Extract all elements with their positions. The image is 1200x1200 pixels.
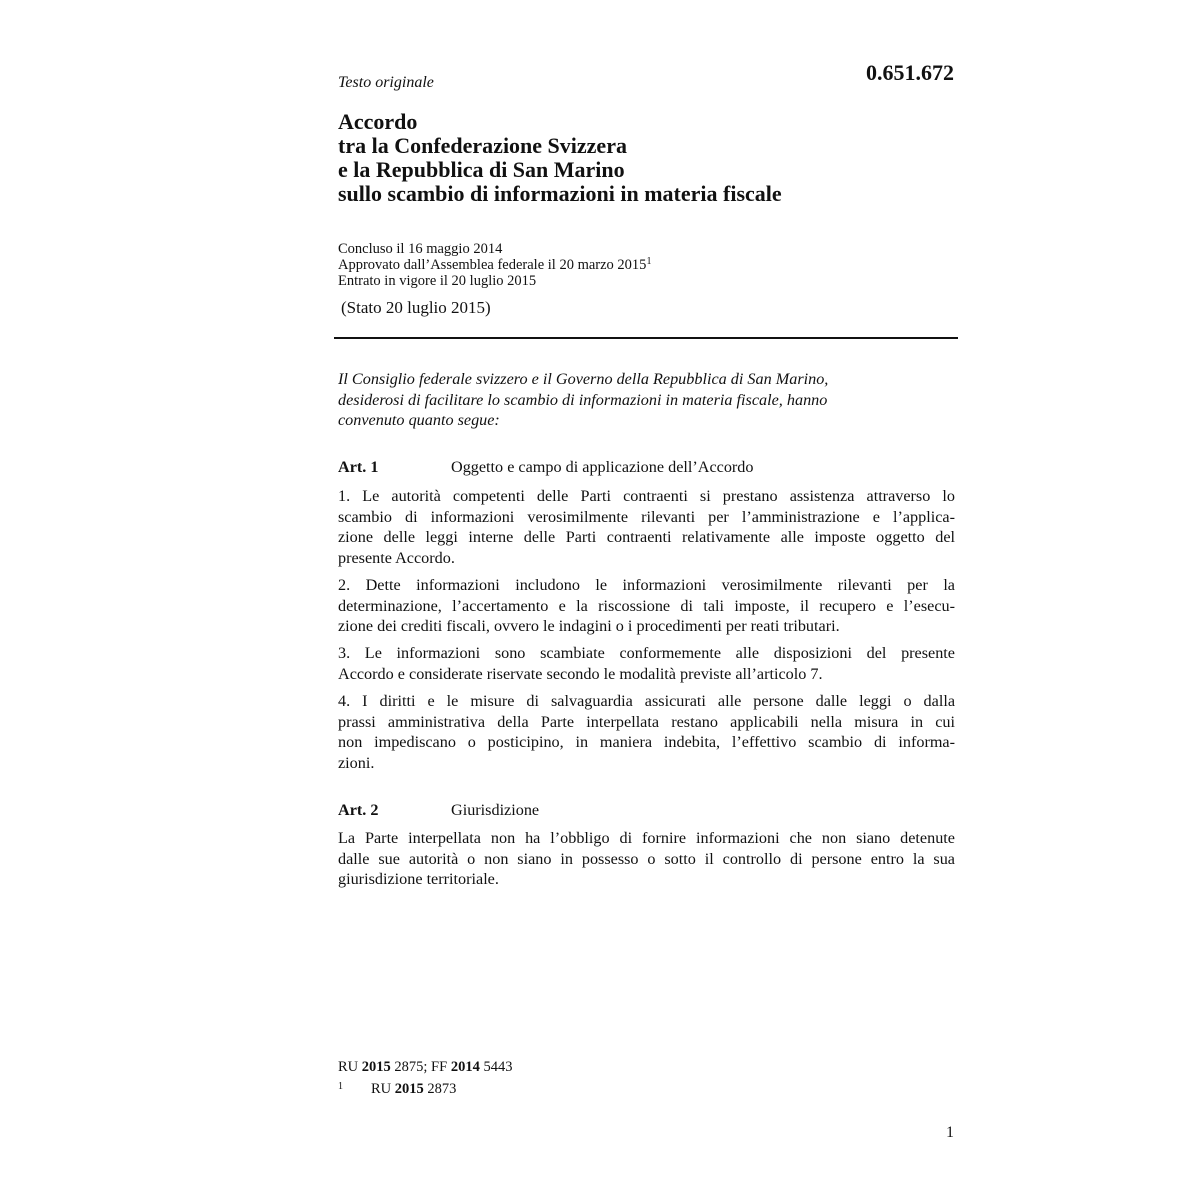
article-1-paragraph-3 bbox=[338, 643, 955, 684]
paragraph-line: giurisdizione territoriale. bbox=[338, 870, 499, 888]
original-text-label: Testo originale bbox=[338, 74, 434, 91]
paragraph-line: 3. Le informazioni sono scambiate conformemente alle disposizioni del presente bbox=[338, 644, 955, 662]
article-number: Art. 1 bbox=[338, 458, 379, 476]
paragraph-line: zione delle leggi interne delle Parti contraenti relativamente alle imposte oggetto del bbox=[338, 528, 955, 546]
concluded-date: Concluso il 16 maggio 2014 bbox=[338, 241, 503, 257]
paragraph-line: non impediscano o posticipino, in maniera indebita, l’effettivo scambio di informa- bbox=[338, 733, 955, 751]
footnote-year: 2014 bbox=[450, 1059, 480, 1075]
footnote-text: RU bbox=[338, 1059, 362, 1075]
approved-date bbox=[338, 257, 958, 273]
status-date: (Stato 20 luglio 2015) bbox=[341, 298, 491, 317]
article-2-heading bbox=[338, 800, 958, 820]
paragraph-line: 4. I diritti e le misure di salvaguardia assicurati alle persone dalle leggi o dalla bbox=[338, 692, 955, 710]
article-1-heading bbox=[338, 457, 958, 477]
footnote-year: 2015 bbox=[361, 1059, 391, 1075]
paragraph-line: Accordo e considerate riservate secondo le modalità previste all’articolo 7. bbox=[338, 664, 823, 683]
footnote-1 bbox=[338, 1077, 512, 1099]
title-line: tra la Confederazione Svizzera bbox=[338, 133, 627, 158]
title-line: Accordo bbox=[338, 109, 418, 134]
paragraph-line: presente Accordo. bbox=[338, 548, 455, 567]
footnote-year: 2015 bbox=[394, 1081, 424, 1097]
document-title bbox=[338, 110, 958, 206]
paragraph-line: La Parte interpellata non ha l’obbligo di fornire informazioni che non siano detenute bbox=[338, 829, 955, 847]
article-number: Art. 2 bbox=[338, 801, 379, 819]
article-1-paragraph-2 bbox=[338, 575, 955, 637]
preamble bbox=[338, 369, 958, 431]
paragraph-line: 2. Dette informazioni includono le informazioni verosimilmente rilevanti per la bbox=[338, 576, 955, 594]
paragraph-line: determinazione, l’accertamento e la riscossione di tali imposte, il recupero e l’esecu- bbox=[338, 596, 955, 615]
title-line: e la Repubblica di San Marino bbox=[338, 157, 625, 182]
article-title: Oggetto e campo di applicazione dell’Accordo bbox=[451, 458, 754, 476]
footnote-ref[interactable]: 1 bbox=[646, 256, 652, 267]
preamble-line: convenuto quanto segue: bbox=[338, 411, 500, 429]
title-line: sullo scambio di informazioni in materia fiscale bbox=[338, 181, 782, 206]
paragraph-line: dalle sue autorità o non siano in possesso o sotto il controllo di persone entro la sua bbox=[338, 849, 955, 868]
in-force-date: Entrato in vigore il 20 luglio 2015 bbox=[338, 273, 537, 289]
paragraph-line: scambio di informazioni verosimilmente rilevanti per l’amministrazione e l’applica- bbox=[338, 507, 955, 526]
source-reference bbox=[338, 1057, 512, 1077]
article-2-paragraph-1 bbox=[338, 828, 955, 890]
paragraph-line: 1. Le autorità competenti delle Parti contraenti si prestano assistenza attraverso lo bbox=[338, 487, 955, 505]
document-number: 0.651.672 bbox=[866, 60, 954, 85]
page-number: 1 bbox=[946, 1124, 954, 1141]
paragraph-line: zioni. bbox=[338, 753, 375, 772]
article-title: Giurisdizione bbox=[451, 801, 540, 819]
preamble-line: desiderosi di facilitare lo scambio di informazioni in materia fiscale, hanno bbox=[338, 390, 828, 409]
article-1-paragraph-1 bbox=[338, 486, 955, 568]
approved-text: Approvato dall’Assemblea federale il 20 marzo 2015 bbox=[338, 257, 647, 273]
header-divider bbox=[334, 337, 958, 339]
footnote-text: 2873 bbox=[423, 1081, 457, 1097]
footnote-text: 2875; FF bbox=[390, 1059, 451, 1075]
footnote-text: RU bbox=[371, 1081, 395, 1097]
footnote-mark: 1 bbox=[338, 1081, 343, 1092]
paragraph-line: zione dei crediti fiscali, ovvero le indagini o i procedimenti per reati tributari. bbox=[338, 617, 840, 635]
document-meta bbox=[338, 241, 958, 289]
footnotes bbox=[338, 1057, 512, 1099]
paragraph-line: prassi amministrativa della Parte interpellata restano applicabili nella misura in cui bbox=[338, 712, 955, 731]
preamble-line: Il Consiglio federale svizzero e il Governo della Repubblica di San Marino, bbox=[338, 370, 829, 388]
article-1-paragraph-4 bbox=[338, 691, 955, 773]
footnote-text: 5443 bbox=[479, 1059, 513, 1075]
